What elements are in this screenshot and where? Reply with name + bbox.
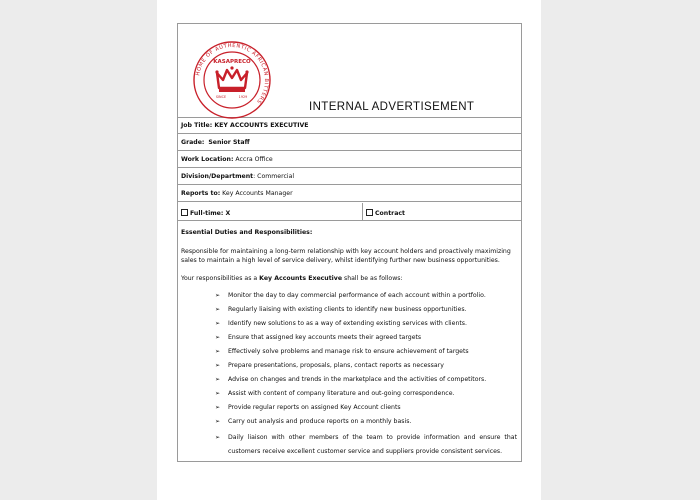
crown-icon — [217, 70, 247, 88]
advertisement-form — [177, 23, 522, 462]
logo-ring-text: HOME OF AUTHENTIC AFRICAN BITTERS — [195, 42, 270, 105]
work-location-label: Work Location: — [181, 156, 234, 163]
list-item — [215, 403, 517, 417]
duty-text: Carry out analysis and produce reports on a monthly basis. — [228, 418, 412, 425]
reports-to-row — [178, 186, 521, 202]
logo-name: KASAPRECO — [213, 59, 251, 65]
list-item — [215, 417, 517, 431]
duties-list — [181, 291, 517, 457]
arrow-bullet-icon: ➢ — [215, 334, 221, 341]
resp-prefix: Your responsibilities as a — [181, 275, 260, 282]
arrow-bullet-icon: ➢ — [215, 434, 221, 441]
reports-to-label: Reports to: — [181, 190, 221, 197]
job-title-text: Job Title: KEY ACCOUNTS EXECUTIVE — [181, 122, 309, 129]
duty-text: Identify new solutions to as a way of extending existing services with clients. — [228, 320, 467, 327]
work-location-value: Accra Office — [235, 156, 273, 163]
reports-to-value: Key Accounts Manager — [222, 190, 293, 197]
job-title-row — [178, 118, 521, 134]
fulltime-checkbox[interactable] — [181, 209, 188, 216]
kasapreco-logo — [192, 40, 272, 120]
grade-label: Grade: — [181, 139, 205, 146]
page-title: INTERNAL ADVERTISEMENT — [309, 101, 475, 113]
arrow-bullet-icon: ➢ — [215, 390, 221, 397]
duties-section — [181, 225, 517, 457]
division-value: : Commercial — [253, 173, 295, 180]
duty-text: Daily liaison with other members of the team to provide information and ensure that customers receive excellent customer service and suppliers provide consistent services. — [228, 434, 517, 455]
division-row — [178, 169, 521, 185]
duty-text: Assist with content of company literature and out-going correspondence. — [228, 390, 455, 397]
list-item — [215, 333, 517, 347]
list-item — [215, 389, 517, 403]
responsibilities-lead — [181, 274, 517, 283]
duties-intro: Responsible for maintaining a long-term relationship with key account holders and proactively maximizing sales to maintain a high level of service delivery, whilst identifying further new business opportunities. — [181, 248, 511, 264]
duty-text: Monitor the day to day commercial performance of each account within a portfolio. — [228, 292, 486, 299]
arrow-bullet-icon: ➢ — [215, 306, 221, 313]
duty-text: Prepare presentations, proposals, plans, contact reports as necessary — [228, 362, 444, 369]
column-divider — [362, 203, 363, 220]
work-location-row — [178, 152, 521, 168]
list-item — [215, 361, 517, 375]
list-item — [215, 347, 517, 361]
contract-label: Contract — [375, 210, 406, 217]
arrow-bullet-icon: ➢ — [215, 418, 221, 425]
fulltime-label: Full-time: X — [190, 210, 231, 217]
duty-text: Regularly liaising with existing clients to identify new business opportunities. — [228, 306, 467, 313]
list-item — [215, 431, 517, 457]
arrow-bullet-icon: ➢ — [215, 348, 221, 355]
employment-type-row — [178, 203, 521, 221]
contract-checkbox[interactable] — [366, 209, 373, 216]
arrow-bullet-icon: ➢ — [215, 292, 221, 299]
duty-text: Ensure that assigned key accounts meets their agreed targets — [228, 334, 422, 341]
grade-value: Senior Staff — [208, 139, 250, 146]
division-label: Division/Department — [181, 173, 254, 180]
arrow-bullet-icon: ➢ — [215, 320, 221, 327]
duty-text: Advise on changes and trends in the marketplace and the activities of competitors. — [228, 376, 487, 383]
document-page — [157, 0, 541, 500]
arrow-bullet-icon: ➢ — [215, 404, 221, 411]
list-item — [215, 291, 517, 305]
form-header — [178, 24, 521, 118]
duties-heading: Essential Duties and Responsibilities: — [181, 229, 313, 236]
logo-since: SINCE — [215, 95, 227, 99]
list-item — [215, 375, 517, 389]
arrow-bullet-icon: ➢ — [215, 376, 221, 383]
list-item — [215, 305, 517, 319]
resp-suffix: shall be as follows: — [342, 275, 403, 282]
duty-text: Provide regular reports on assigned Key Account clients — [228, 404, 401, 411]
list-item — [215, 319, 517, 333]
grade-row — [178, 135, 521, 151]
logo-year: 1929 — [238, 95, 248, 99]
arrow-bullet-icon: ➢ — [215, 362, 221, 369]
resp-role: Key Accounts Executive — [259, 275, 343, 282]
duty-text: Effectively solve problems and manage risk to ensure achievement of targets — [228, 348, 469, 355]
contract-option — [366, 203, 405, 225]
